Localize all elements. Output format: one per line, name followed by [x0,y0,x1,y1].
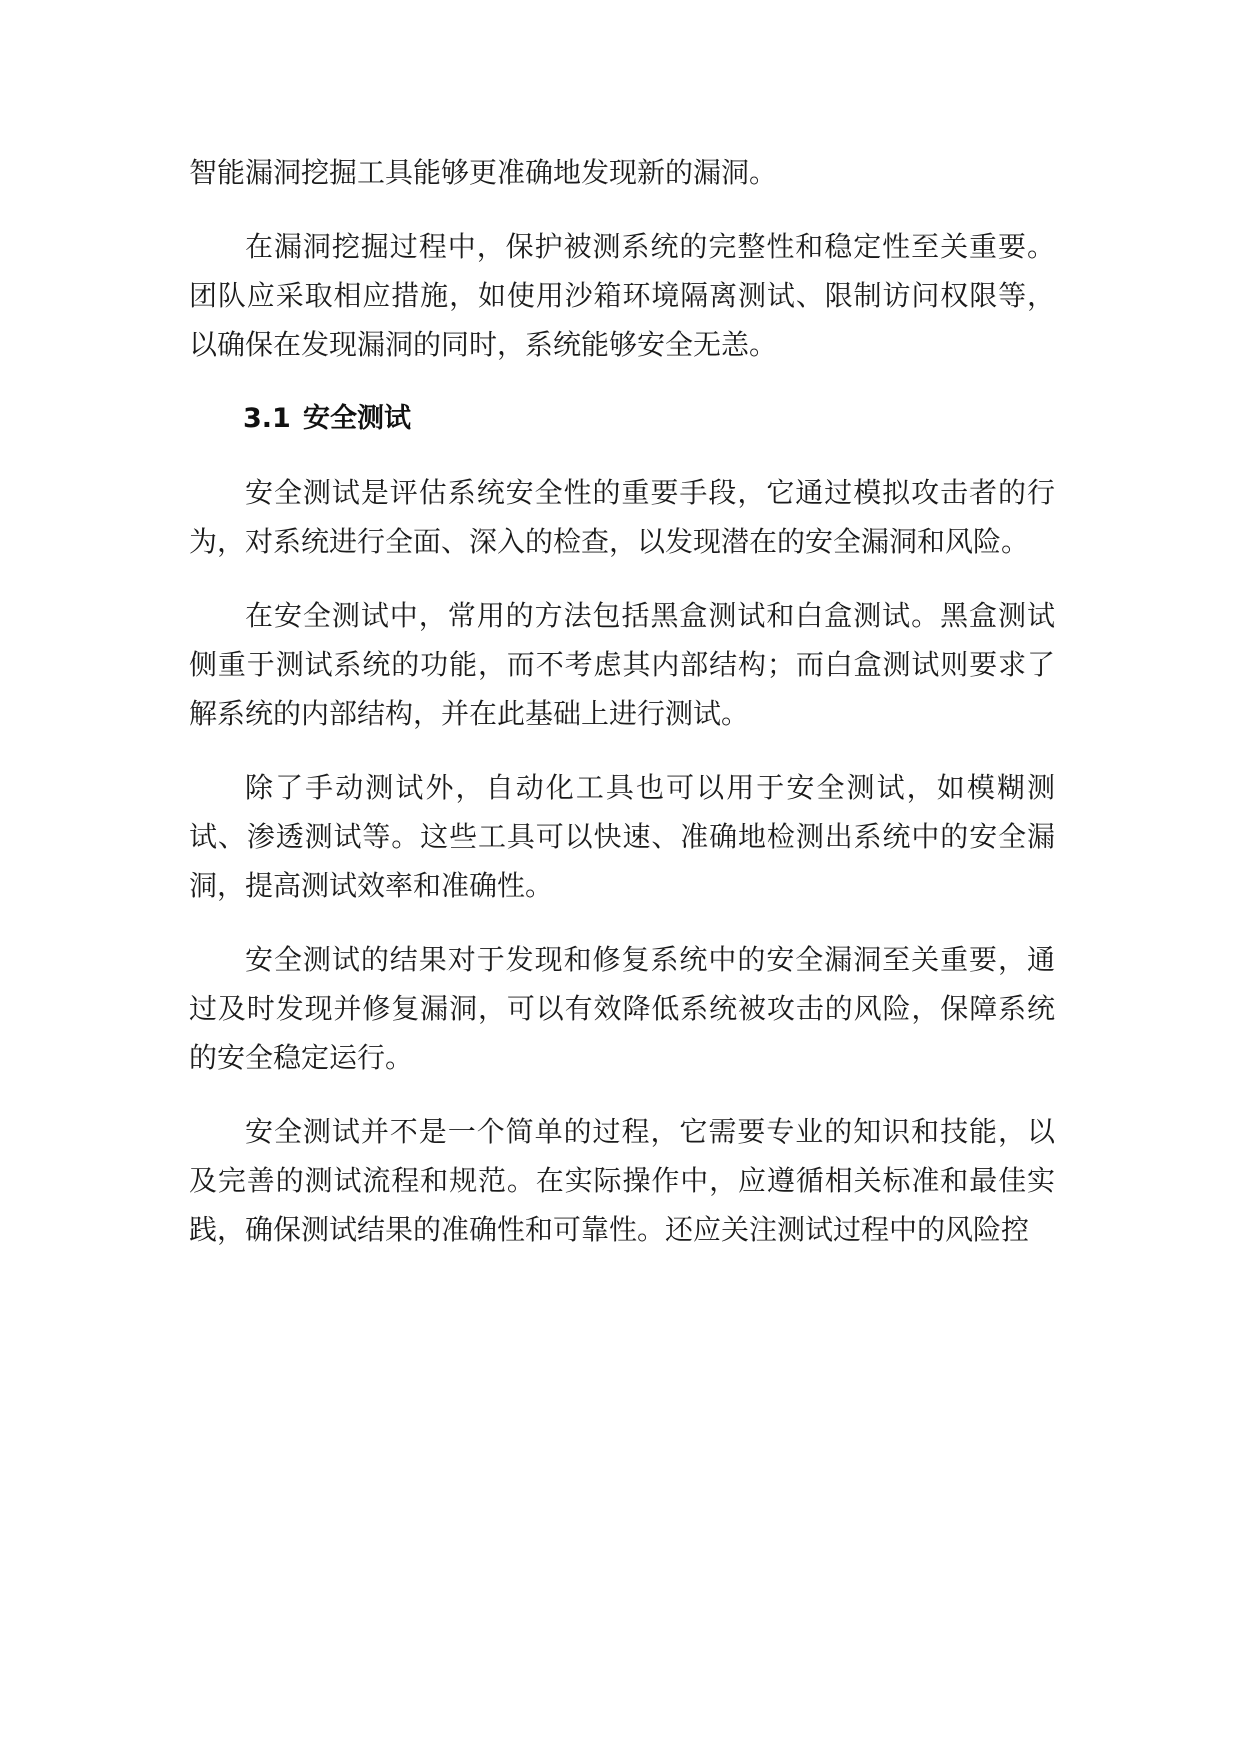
section-number: 3.1 [243,403,291,434]
document-body [189,148,1055,1279]
paragraph-security-testing-intro: 安全测试是评估系统安全性的重要手段，它通过模拟攻击者的行为，对系统进行全面、深入的检查，以发现潜在的安全漏洞和风险。 [189,476,1055,558]
paragraph-process-standards: 安全测试并不是一个简单的过程，它需要专业的知识和技能，以及完善的测试流程和规范。在实际操作中，应遵循相关标准和最佳实践，确保测试结果的准确性和可靠性。还应关注测试过程中的风险控 [189,1115,1055,1246]
section-title: 安全测试 [302,403,411,434]
section-heading [189,394,1055,443]
paragraph-sandbox-protection: 在漏洞挖掘过程中，保护被测系统的完整性和稳定性至关重要。团队应采取相应措施，如使用沙箱环境隔离测试、限制访问权限等，以确保在发现漏洞的同时，系统能够安全无恙。 [189,230,1055,361]
paragraph-results-importance: 安全测试的结果对于发现和修复系统中的安全漏洞至关重要，通过及时发现并修复漏洞，可以有效降低系统被攻击的风险，保障系统的安全稳定运行。 [189,943,1055,1074]
paragraph-continued: 智能漏洞挖掘工具能够更准确地发现新的漏洞。 [189,156,778,189]
paragraph-black-white-box: 在安全测试中，常用的方法包括黑盒测试和白盒测试。黑盒测试侧重于测试系统的功能，而不考虑其内部结构；而白盒测试则要求了解系统的内部结构，并在此基础上进行测试。 [189,599,1055,730]
paragraph-automation-tools: 除了手动测试外，自动化工具也可以用于安全测试，如模糊测试、渗透测试等。这些工具可以快速、准确地检测出系统中的安全漏洞，提高测试效率和准确性。 [189,771,1055,902]
